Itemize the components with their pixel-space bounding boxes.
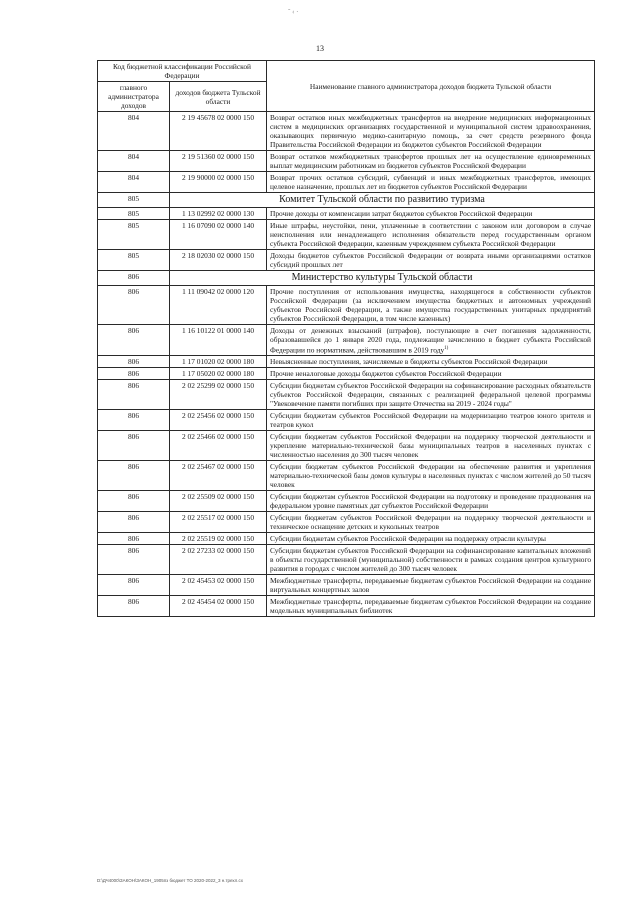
table-row bbox=[98, 461, 595, 491]
table-row bbox=[98, 172, 595, 193]
table-row bbox=[98, 220, 595, 250]
table-row bbox=[98, 368, 595, 380]
table-row bbox=[98, 208, 595, 220]
admin-code-cell: 806 bbox=[98, 410, 170, 431]
revenue-name-cell: Субсидии бюджетам субъектов Российской Федерации на поддержку творческой деятельности и укрепление материально-технической базы муниципальных театров в населенных пунктах с численностью населения до 300 тысяч человек bbox=[267, 431, 595, 461]
section-row bbox=[98, 271, 595, 286]
revenue-name-cell: Невыясненные поступления, зачисляемые в бюджеты субъектов Российской Федерации bbox=[267, 356, 595, 368]
revenue-name-cell: Субсидии бюджетам субъектов Российской Федерации на софинансирование расходных обязательств субъектов Российской Федерации, связанных с реализацией федеральной целевой программы "Увековечение памяти погибших при защите Отечества на 2019 - 2024 годы" bbox=[267, 380, 595, 410]
revenue-code-cell: 1 17 01020 02 0000 180 bbox=[170, 356, 267, 368]
kbk-header: Код бюджетной классификации Российской Федерации bbox=[98, 61, 267, 82]
admin-header: главного администратора доходов bbox=[98, 82, 170, 112]
admin-code-cell: 805 bbox=[98, 250, 170, 271]
table-row bbox=[98, 575, 595, 596]
table-row bbox=[98, 356, 595, 368]
revenue-name-cell: Возврат остатков иных межбюджетных трансфертов на внедрение медицинских информационных систем в медицинских организациях государственной и муниципальной систем здравоохранения, оказывающих первичную медико-санитарную помощь, за счет средств резервного фонда Правительства Российской Федерации из бюджетов субъектов Российской Федерации bbox=[267, 112, 595, 151]
admin-code-cell: 806 bbox=[98, 286, 170, 325]
revenue-code-cell: 2 02 25456 02 0000 150 bbox=[170, 410, 267, 431]
revenue-code-cell: 2 19 90000 02 0000 150 bbox=[170, 172, 267, 193]
table-header-row bbox=[98, 61, 595, 82]
admin-code-cell: 805 bbox=[98, 208, 170, 220]
revenue-code-cell: 2 02 25517 02 0000 150 bbox=[170, 512, 267, 533]
admin-code-cell: 806 bbox=[98, 431, 170, 461]
revenue-code-cell: 2 19 51360 02 0000 150 bbox=[170, 151, 267, 172]
revenue-name-cell: Прочие неналоговые доходы бюджетов субъектов Российской Федерации bbox=[267, 368, 595, 380]
revenue-code-cell: 2 02 25299 02 0000 150 bbox=[170, 380, 267, 410]
page-number: 13 bbox=[316, 44, 324, 53]
revenue-name-cell: Субсидии бюджетам субъектов Российской Федерации на модернизацию театров юного зрителя и театров кукол bbox=[267, 410, 595, 431]
footnote-marker: 1) bbox=[444, 346, 449, 351]
table-body bbox=[98, 112, 595, 617]
table-row bbox=[98, 431, 595, 461]
revenue-code-header: доходов бюджета Тульской области bbox=[170, 82, 267, 112]
table-row bbox=[98, 533, 595, 545]
revenue-name-cell: Субсидии бюджетам субъектов Российской Федерации на поддержку отрасли культуры bbox=[267, 533, 595, 545]
revenue-name-cell: Межбюджетные трансферты, передаваемые бюджетам субъектов Российской Федерации на создание модельных муниципальных библиотек bbox=[267, 596, 595, 617]
table-row bbox=[98, 325, 595, 356]
revenue-name-cell: Иные штрафы, неустойки, пени, уплаченные в соответствии с законом или договором в случае неисполнения или ненадлежащего исполнения обязательств перед государственным органом субъекта Российской Федерации, казенным учреждением субъекта Российской Федерации bbox=[267, 220, 595, 250]
admin-code-cell: 806 bbox=[98, 575, 170, 596]
scan-artifact-mark: ˜ ‹ · bbox=[288, 8, 299, 16]
revenue-code-cell: 1 16 10122 01 0000 140 bbox=[170, 325, 267, 356]
admin-code-cell: 806 bbox=[98, 325, 170, 356]
revenue-code-cell: 2 19 45678 02 0000 150 bbox=[170, 112, 267, 151]
revenue-name-cell: Прочие поступления от использования имущества, находящегося в собственности субъектов Российской Федерации (за исключением имущества бюджетных и автономных учреждений субъектов Российской Федерации, а также имущества государственных унитарных предприятий субъектов Российской Федерации, в том числе казенных) bbox=[267, 286, 595, 325]
revenue-code-cell: 1 13 02992 02 0000 130 bbox=[170, 208, 267, 220]
admin-code-cell: 806 bbox=[98, 533, 170, 545]
revenue-name-cell: Возврат остатков межбюджетных трансфертов прошлых лет на осуществление единовременных выплат медицинским работникам из бюджетов субъектов Российской Федерации bbox=[267, 151, 595, 172]
admin-code-cell: 804 bbox=[98, 112, 170, 151]
admin-code-cell: 804 bbox=[98, 172, 170, 193]
revenue-code-cell: 2 02 45454 02 0000 150 bbox=[170, 596, 267, 617]
table-row bbox=[98, 410, 595, 431]
table-row bbox=[98, 380, 595, 410]
name-header: Наименование главного администратора доходов бюджета Тульской области bbox=[267, 61, 595, 112]
table-row bbox=[98, 286, 595, 325]
revenue-name-cell: Субсидии бюджетам субъектов Российской Федерации на обеспечение развития и укрепления материально-технической базы домов культуры в населенных пунктах с числом жителей до 50 тысяч человек bbox=[267, 461, 595, 491]
revenue-name-cell: Возврат прочих остатков субсидий, субвенций и иных межбюджетных трансфертов, имеющих целевое назначение, прошлых лет из бюджетов субъектов Российской Федерации bbox=[267, 172, 595, 193]
table-row bbox=[98, 491, 595, 512]
admin-code-cell: 806 bbox=[98, 368, 170, 380]
admin-code-cell: 806 bbox=[98, 596, 170, 617]
revenue-name-cell: Субсидии бюджетам субъектов Российской Федерации на поддержку творческой деятельности и техническое оснащение детских и кукольных театров bbox=[267, 512, 595, 533]
revenue-code-cell: 2 02 25519 02 0000 150 bbox=[170, 533, 267, 545]
revenue-name-cell: Прочие доходы от компенсации затрат бюджетов субъектов Российской Федерации bbox=[267, 208, 595, 220]
admin-code-cell: 806 bbox=[98, 461, 170, 491]
section-title: Министерство культуры Тульской области bbox=[170, 271, 595, 286]
revenue-code-cell: 1 17 05020 02 0000 180 bbox=[170, 368, 267, 380]
admin-code-cell: 806 bbox=[98, 380, 170, 410]
section-title: Комитет Тульской области по развитию туризма bbox=[170, 193, 595, 208]
admin-code-cell: 804 bbox=[98, 151, 170, 172]
admin-code-cell: 806 bbox=[98, 271, 170, 286]
table-row bbox=[98, 112, 595, 151]
revenue-name-cell: Доходы от денежных взысканий (штрафов), поступающие в счет погашения задолженности, образовавшейся до 1 января 2020 года, подлежащие зачислению в бюджет субъекта Российской Федерации по нормативам, действовавшим в 2019 году$^{1)}$ bbox=[267, 325, 595, 356]
revenue-name-cell: Межбюджетные трансферты, передаваемые бюджетам субъектов Российской Федерации на создание виртуальных концертных залов bbox=[267, 575, 595, 596]
admin-code-cell: 806 bbox=[98, 491, 170, 512]
revenue-code-cell: 2 02 27233 02 0000 150 bbox=[170, 545, 267, 575]
revenue-code-cell: 2 02 25509 02 0000 150 bbox=[170, 491, 267, 512]
table-row bbox=[98, 545, 595, 575]
section-row bbox=[98, 193, 595, 208]
revenue-name-cell: Субсидии бюджетам субъектов Российской Федерации на подготовку и проведение празднования на федеральном уровне памятных дат субъектов Российской Федерации bbox=[267, 491, 595, 512]
table-row bbox=[98, 151, 595, 172]
revenue-name-cell: Доходы бюджетов субъектов Российской Федерации от возврата иными организациями остатков субсидий прошлых лет bbox=[267, 250, 595, 271]
admin-code-cell: 805 bbox=[98, 220, 170, 250]
revenue-code-cell: 2 02 25466 02 0000 150 bbox=[170, 431, 267, 461]
revenue-code-cell: 2 02 25467 02 0000 150 bbox=[170, 461, 267, 491]
revenue-code-cell: 1 16 07090 02 0000 140 bbox=[170, 220, 267, 250]
revenue-code-cell: 1 11 09042 02 0000 120 bbox=[170, 286, 267, 325]
admin-code-cell: 806 bbox=[98, 512, 170, 533]
admin-code-cell: 805 bbox=[98, 193, 170, 208]
revenue-code-cell: 2 18 02030 02 0000 150 bbox=[170, 250, 267, 271]
admin-code-cell: 806 bbox=[98, 545, 170, 575]
revenue-admin-table bbox=[97, 60, 595, 617]
table-row bbox=[98, 512, 595, 533]
file-path-footer: D:\ДЧ4000\ЗАКОН\ЗАКОН_1905пз бюджет ТО 2020-2022_3 н.трехл.сх bbox=[97, 878, 244, 883]
revenue-code-cell: 2 02 45453 02 0000 150 bbox=[170, 575, 267, 596]
admin-code-cell: 806 bbox=[98, 356, 170, 368]
table-row bbox=[98, 596, 595, 617]
revenue-name-cell: Субсидии бюджетам субъектов Российской Федерации на софинансирование капитальных вложений в объекты государственной (муниципальной) собственности в рамках создания центров культурного развития в городах с числом жителей до 300 тысяч человек bbox=[267, 545, 595, 575]
table-row bbox=[98, 250, 595, 271]
